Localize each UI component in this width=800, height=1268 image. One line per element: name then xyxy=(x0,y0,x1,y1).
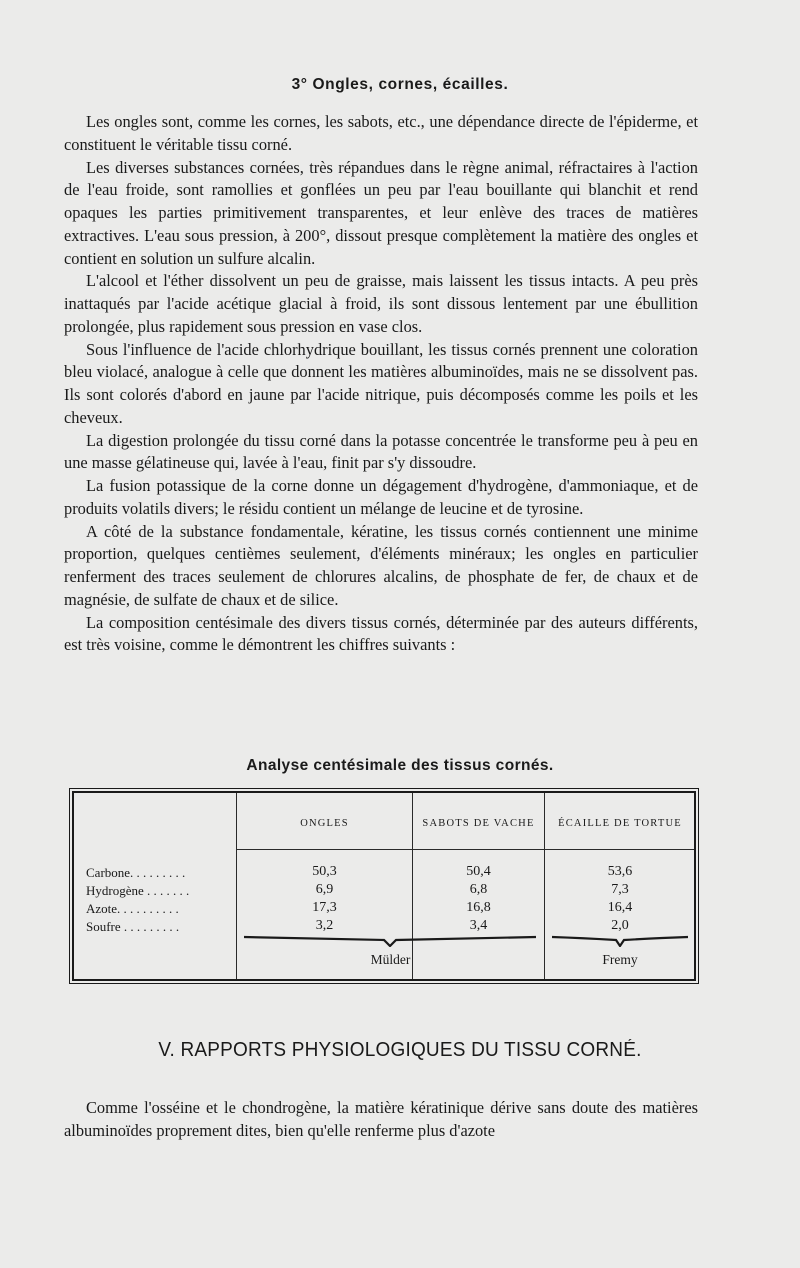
paragraph: La digestion prolongée du tissu corné dans la potasse concentrée le transforme peu à peu en une masse gélatineuse qui, lavée à l'eau, finit par s'y dissoudre. xyxy=(64,430,698,473)
column-header: ÉCAILLE DE TORTUE xyxy=(558,818,682,829)
column-header: ONGLES xyxy=(300,818,349,829)
table-cell: 7,3 xyxy=(611,882,629,897)
column-header: SABOTS DE VACHE xyxy=(422,818,535,829)
paragraph: Les ongles sont, comme les cornes, les sabots, etc., une dépendance directe de l'épiderme, et constituent le véritable tissu corné. xyxy=(64,112,698,154)
chapter-title: V. RAPPORTS PHYSIOLOGIQUES DU TISSU CORNÉ. xyxy=(158,1039,642,1062)
table-cell: 17,3 xyxy=(312,900,337,915)
section-title: 3° Ongles, cornes, écailles. xyxy=(291,76,509,93)
table-cell: 6,9 xyxy=(315,882,334,897)
row-label: Hydrogène . . . . . . . xyxy=(86,883,190,898)
body-text xyxy=(64,111,698,657)
table-cell: 2,0 xyxy=(611,918,629,933)
paragraph: Sous l'influence de l'acide chlorhydrique bouillant, les tissus cornés prennent une coloration bleu violacé, analogue à celle que donnent les matières albuminoïdes, mais ne se dissolvent pas. Ils sont colorés d'abord en jaune par l'acide nitrique, puis décomposés comme les poils et les cheveux. xyxy=(64,339,698,427)
brace-fremy xyxy=(552,935,688,947)
header-rule xyxy=(237,849,694,850)
closing-text xyxy=(64,1096,698,1142)
table-cell: 50,4 xyxy=(466,864,491,879)
table-cell: 3,2 xyxy=(315,918,334,933)
row-label: Azote. . . . . . . . . . xyxy=(86,901,179,916)
author-label: Fremy xyxy=(602,952,638,967)
brace-mulder xyxy=(244,935,536,947)
paragraph: A côté de la substance fondamentale, kératine, les tissus cornés contiennent une minime proportion, quelques centièmes seulement, d'éléments minéraux; les ongles en particulier renferment des traces seulement de chlorures alcalins, de phosphate de fer, de chaux et de magnésie, de sulfate de chaux et de silice. xyxy=(64,521,698,609)
table-cell: 3,4 xyxy=(469,918,488,933)
table-title: Analyse centésimale des tissus cornés. xyxy=(246,757,554,774)
paragraph: Les diverses substances cornées, très répandues dans le règne animal, réfractaires à l'action de l'eau froide, sont ramollies et gonflées un peu par l'eau bouillante qui blanchit et rend opaques les parties primitivement transparentes, et leur enlève des traces de matières extractives. L'eau sous pression, à 200°, dissout presque complètement la matière des ongles et contient en solution un sulfure alcalin. xyxy=(64,157,698,268)
table-cell: 16,8 xyxy=(466,900,491,915)
table-cell: 50,3 xyxy=(312,864,337,879)
paragraph: Comme l'osséine et le chondrogène, la matière kératinique dérive sans doute des matières albuminoïdes proprement dites, bien qu'elle renferme plus d'azote xyxy=(64,1098,698,1140)
paragraph: La fusion potassique de la corne donne un dégagement d'hydrogène, d'ammoniaque, et de produits volatils divers; le résidu contient un mélange de leucine et de tyrosine. xyxy=(64,476,698,518)
table-cell: 16,4 xyxy=(607,900,633,915)
table-cell: 6,8 xyxy=(469,882,488,897)
author-label: Mülder xyxy=(370,952,411,967)
paragraph: La composition centésimale des divers tissus cornés, déterminée par des auteurs différents, est très voisine, comme le démontrent les chiffres suivants : xyxy=(64,612,698,655)
table-cell: 53,6 xyxy=(607,864,633,879)
paragraph: L'alcool et l'éther dissolvent un peu de graisse, mais laissent les tissus intacts. A peu près inattaqués par l'acide acétique glacial à froid, ils sont dissous lentement par une ébullition prolongée, plus rapidement sous pression en vase clos. xyxy=(64,271,698,336)
row-label: Carbone. . . . . . . . . xyxy=(86,865,186,880)
row-label: Soufre . . . . . . . . . xyxy=(86,919,180,934)
composition-table xyxy=(72,791,696,981)
